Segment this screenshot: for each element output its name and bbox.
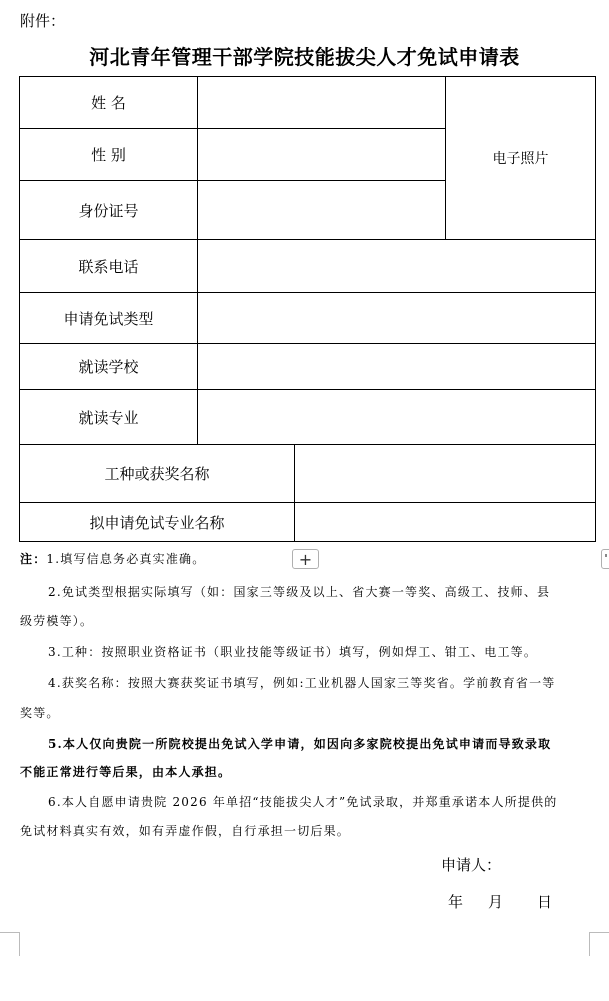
page-corner-mark-left [0, 932, 20, 956]
note-5: 5.本人仅向贵院一所院校提出免试入学申请，如因向多家院校提出免试申请而导致录取 [48, 737, 552, 751]
page-corner-mark-right [589, 932, 609, 956]
major-field[interactable] [197, 389, 596, 445]
note-4-cont: 奖等。 [20, 706, 60, 720]
exemption-type-field[interactable] [197, 292, 596, 344]
note-3: 3.工种：按照职业资格证书（职业技能等级证书）填写，例如焊工、钳工、电工等。 [48, 645, 538, 659]
date-day-label: 日 [537, 893, 553, 911]
name-field[interactable] [197, 76, 446, 129]
note-2: 2.免试类型根据实际填写（如：国家三等级及以上、省大赛一等奖、高级工、技师、县 [48, 585, 551, 599]
label-gender: 性 别 [19, 128, 198, 181]
label-trade-or-award: 工种或获奖名称 [19, 444, 295, 503]
note-1: 注：1.填写信息务必真实准确。 [20, 552, 206, 566]
application-form-table [19, 76, 596, 542]
trade-or-award-field[interactable] [294, 444, 596, 503]
note-6: 6.本人自愿申请贵院 2026 年单招“技能拔尖人才”免试录取，并郑重承诺本人所提供的 [48, 795, 558, 809]
id-number-field[interactable] [197, 180, 446, 240]
label-major: 就读专业 [19, 389, 198, 445]
notes-prefix: 注： [20, 552, 47, 566]
intended-major-field[interactable] [294, 502, 596, 542]
note-4: 4.获奖名称：按照大赛获奖证书填写，例如:工业机器人国家三等奖省。学前教育省一等 [48, 676, 556, 690]
label-school: 就读学校 [19, 343, 198, 390]
label-name: 姓 名 [19, 76, 198, 129]
note-2-cont: 级劳模等）。 [20, 614, 94, 628]
label-id-number: 身份证号 [19, 180, 198, 240]
attachment-label: 附件： [20, 12, 66, 30]
label-phone: 联系电话 [19, 239, 198, 293]
page-title: 河北青年管理干部学院技能拔尖人才免试申请表 [89, 45, 520, 69]
school-field[interactable] [197, 343, 596, 390]
phone-field[interactable] [197, 239, 596, 293]
gender-field[interactable] [197, 128, 446, 181]
add-row-button[interactable]: + [292, 549, 319, 569]
applicant-label: 申请人： [441, 856, 502, 874]
label-exemption-type: 申请免试类型 [19, 292, 198, 344]
date-month-label: 月 [488, 893, 504, 911]
date-year-label: 年 [448, 893, 464, 911]
side-handle-button[interactable] [601, 549, 609, 569]
note-6-cont: 免试材料真实有效，如有弄虚作假，自行承担一切后果。 [20, 824, 351, 838]
photo-box[interactable] [445, 76, 596, 240]
note-5-cont: 不能正常进行等后果，由本人承担。 [20, 765, 232, 779]
label-intended-major: 拟申请免试专业名称 [19, 502, 295, 542]
photo-label: 电子照片 [492, 151, 549, 167]
